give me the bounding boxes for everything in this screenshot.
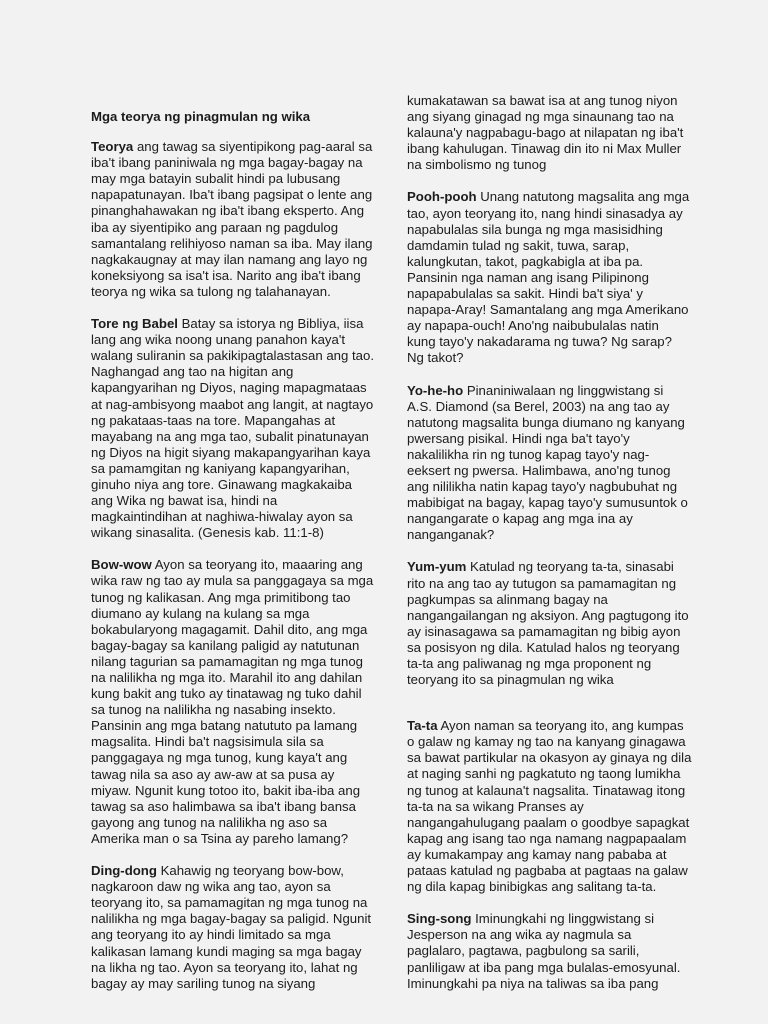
paragraph-line: tao, ayon teoryang ito, nang hindi sinasadya ay xyxy=(407,205,683,221)
paragraph-line: pagkumpas sa alinmang bagay na xyxy=(407,591,608,607)
paragraph-line: Pinaniniwalaan ng linggwistang si xyxy=(466,382,664,398)
paragraph-line: napapabulalas sa sakit. Hindi ba't siya' y xyxy=(407,286,643,302)
paragraph-line: nanganganak? xyxy=(407,527,495,543)
paragraph-line: kapag ang isang tao nga namang nagpapaalam xyxy=(407,830,687,846)
paragraph-line: Unang natutong magsalita ang mga xyxy=(480,189,690,205)
right-column xyxy=(407,93,697,1008)
paragraph-line: samantalang relihiyoso naman sa iba. May ilang xyxy=(91,235,373,251)
term-tore-ng-babel: Tore ng Babel xyxy=(91,316,178,332)
paragraph-line: bagay ay may sariling tunog na siyang xyxy=(91,975,316,991)
paragraph-line: Iminungkahi pa niya na taliwas sa iba pang xyxy=(407,975,659,991)
paragraph-line: sa tunog na nalilikha ng nasabing insekto. xyxy=(91,702,336,718)
paragraph-first-line xyxy=(407,718,697,734)
document-title: Mga teorya ng pinagmulan ng wika xyxy=(91,109,311,124)
paragraph-ding-dong xyxy=(91,863,381,992)
paragraph-line: lang ang wika noong unang panahon kaya't xyxy=(91,332,346,348)
paragraph-line: wikang sinasalita. (Genesis kab. 11:1-8) xyxy=(91,525,324,541)
paragraph-line: kung bakit ang tuko ay tinatawag ng tuko dahil xyxy=(91,686,362,702)
paragraph-line: Naghangad ang tao na higitan ang xyxy=(91,364,294,380)
paragraph-line: Iminungkahi ng linggwistang si xyxy=(475,911,655,927)
paragraph-line: kalikasan lamang kundi maging sa mga bagay xyxy=(91,943,362,959)
term-ding-dong: Ding-dong xyxy=(91,863,157,879)
paragraph-first-line xyxy=(407,559,697,575)
term-yum-yum: Yum-yum xyxy=(407,559,467,575)
paragraph-line: may mga batayin subalit hindi pa lubusang xyxy=(91,171,341,187)
paragraph-line: napabulalas sila bunga ng mga masisidhing xyxy=(407,221,663,237)
paragraph-line: pinanghahawakan ng iba't ibang eksperto. Ang xyxy=(91,203,365,219)
paragraph-line: ng tunog at kalauna't nagsalita. Tinatawag itong xyxy=(407,782,686,798)
paragraph-line: sa bawat partikular na okasyon ay ginaya ng dila xyxy=(407,750,692,766)
paragraph-line: pwersang pisikal. Hindi nga ba't tayo'y xyxy=(407,430,630,446)
paragraph-line: at naging sanhi ng pagkatuto ng taong lumikha xyxy=(407,766,681,782)
paragraph-line: ng Diyos na higit siyang makapangyarihan kaya xyxy=(91,444,371,460)
paragraph-line: tawag sa aso halimbawa sa iba't ibang bansa xyxy=(91,798,356,814)
paragraph-line: damdamin tulad ng sakit, tuwa, sarap, xyxy=(407,237,630,253)
paragraph-line: ang teoryang ito ay hindi limitado sa mga xyxy=(91,927,331,943)
paragraph-line: walang suliranin sa pakikipagtalastasan ang tao. xyxy=(91,348,374,364)
paragraph-line: kumakatawan sa bawat isa at ang tunog niyon xyxy=(407,93,678,108)
paragraph-line: gayong ang tunog na nalilikha ng aso sa xyxy=(91,814,328,830)
paragraph-line: nakalilikha rin ng tunog kapag tayo'y nag- xyxy=(407,446,650,462)
paragraph-line: sa posisyon ng dila. Katulad halos ng teoryang xyxy=(407,639,680,655)
left-column xyxy=(91,109,381,1008)
paragraph-line: A.S. Diamond (sa Berel, 2003) na ang tao ay xyxy=(407,398,670,414)
paragraph-line: mabibigat na bagay, kapag tayo'y sumusuntok o xyxy=(407,495,688,511)
paragraph-line: paglalaro, pagtawa, pagbulong sa sarili, xyxy=(407,943,640,959)
paragraph-line: iba't ibang paniniwala ng mga bagay-bagay na xyxy=(91,155,363,171)
paragraph-line: at nag-ambisyong maabot ang langit, at nagtayo xyxy=(91,396,374,412)
paragraph-line: panggagaya ng mga tunog, kung kaya't ang xyxy=(91,750,348,766)
paragraph-teorya xyxy=(91,139,381,300)
paragraph-first-line xyxy=(91,557,381,573)
paragraph-first-line xyxy=(91,316,381,332)
paragraph-line: nagkaroon daw ng wika ang tao, ayon sa xyxy=(91,879,331,895)
paragraph-line: magsalita. Hindi ba't nagsisimula sila sa xyxy=(91,734,324,750)
paragraph-line: ang tawag sa siyentipikong pag-aaral sa xyxy=(136,139,373,155)
term-ta-ta: Ta-ta xyxy=(407,718,438,734)
paragraph-line: nangangarate o kapag ang mga ina ay xyxy=(407,511,633,527)
paragraph-line: koneksiyong sa isa't isa. Narito ang iba't ibang xyxy=(91,267,361,283)
paragraph-line: wika raw ng tao ay mula sa panggagaya sa mga xyxy=(91,573,374,589)
paragraph-line: ay kumakampay ang kamay nang pababa at xyxy=(407,846,667,862)
paragraph-line: nangangahulugang paalam o goodbye sapagkat xyxy=(407,814,690,830)
term-bow-wow: Bow-wow xyxy=(91,557,152,573)
paragraph-line: nalilikha ng mga bagay-bagay sa paligid. Ngunit xyxy=(91,911,372,927)
paragraph-line: na nalilikha ng mga ito. Marahil ito ang dahilan xyxy=(91,670,363,685)
paragraph-line: diumano ay kulang na kulang sa mga xyxy=(91,605,310,621)
paragraph-line: miyaw. Ngunit kung totoo ito, bakit iba-iba ang xyxy=(91,782,361,798)
paragraph-line: kung tayo'y nakadarama ng tuwa? Ng sarap? xyxy=(407,334,672,350)
paragraph-line: Katulad ng teoryang ta-ta, sinasabi xyxy=(470,559,674,575)
paragraph-line: rito na ang tao ay tutugon sa pamamagitan ng xyxy=(407,575,677,591)
paragraph-line: magkaintindihan at naghiwa-hiwalay ayon sa xyxy=(91,509,353,525)
paragraph-line: na simbolismo ng tunog xyxy=(407,157,547,173)
paragraph-ta-ta xyxy=(407,718,697,895)
paragraph-bow-wow xyxy=(91,557,381,847)
paragraph-line: kapangyarihan ng Diyos, naging mapagmataas xyxy=(91,380,367,396)
paragraph-line: o galaw ng kamay ng tao na kanyang ginagawa xyxy=(407,734,686,750)
paragraph-line: mayabang na ang mga tao, subalit pinatunayan xyxy=(91,428,369,444)
paragraph-ding-dong-continued xyxy=(407,93,697,173)
paragraph-line: ng pakataas-taas na tore. Mapangahas at xyxy=(91,412,336,428)
paragraph-line: natutong magsalita bunga diumano ng kanyang xyxy=(407,414,685,430)
term-yo-he-ho: Yo-he-ho xyxy=(407,382,464,398)
paragraph-first-line xyxy=(91,863,381,879)
paragraph-line: Batay sa istorya ng Bibliya, iisa xyxy=(181,316,364,332)
paragraph-line: kalungkutan, takot, pagkabigla at iba pa. xyxy=(407,253,644,269)
paragraph-line: ta-ta ang paliwanag ng mga proponent ng xyxy=(407,656,652,671)
paragraph-line: Pansinin nga naman ang isang Pilipinong xyxy=(407,269,649,285)
paragraph-pooh-pooh xyxy=(407,189,697,366)
paragraph-line: Amerika man o sa Tsina ay pareho lamang? xyxy=(91,830,349,846)
paragraph-line: panliligaw at iba pang mga bulalas-emosyunal. xyxy=(407,959,681,975)
paragraph-tore-ng-babel xyxy=(91,316,381,541)
paragraph-line: ng dila kapag binibigkas ang salitang ta-ta. xyxy=(407,879,657,895)
paragraph-sing-song xyxy=(407,911,697,991)
paragraph-line: tunog ng kalikasan. Ang mga primitibong tao xyxy=(91,589,351,605)
paragraph-line: ay napapa-ouch! Ano'ng naibubulalas natin xyxy=(407,318,659,334)
paragraph-first-line xyxy=(407,189,697,205)
paragraph-yum-yum xyxy=(407,559,697,688)
paragraph-line: Ayon sa teoryang ito, maaaring ang xyxy=(154,557,363,573)
paragraph-line: napapa-Aray! Samantalang ang mga Amerikano xyxy=(407,302,689,318)
paragraph-first-line xyxy=(407,383,697,399)
paragraph-line: Ng takot? xyxy=(407,350,464,366)
paragraph-line: Jesperson na ang wika ay nagmula sa xyxy=(407,927,632,943)
paragraph-line: teorya ng wika sa tulong ng talahanayan. xyxy=(91,283,331,299)
paragraph-line: ta-ta na sa wikang Pranses ay xyxy=(407,798,584,814)
paragraph-line: kalauna'y nagpabagu-bago at nilapatan ng iba't xyxy=(407,125,684,141)
paragraph-line: ibang kahulugan. Tinawag din ito ni Max Muller xyxy=(407,141,682,157)
paragraph-line: ang Wika ng bawat isa, hindi na xyxy=(91,493,278,509)
paragraph-line: ginuho niya ang tore. Ginawang magkakaiba xyxy=(91,476,352,492)
paragraph-yo-he-ho xyxy=(407,383,697,544)
paragraph-line: nilang tagurian sa pamamagitan ng mga tunog xyxy=(91,653,363,669)
paragraph-first-line xyxy=(407,911,697,927)
paragraph-line: teoryang ito, sa pamamagitan ng mga tunog na xyxy=(91,895,368,911)
paragraph-line: teoryang ito sa pinagmulan ng wika xyxy=(407,672,614,688)
paragraph-line: Kahawig ng teoryang bow-bow, xyxy=(160,863,344,879)
paragraph-line: napapatunayan. Iba't ibang pagsipat o lente ang xyxy=(91,187,373,203)
paragraph-line: ang nililikha natin kapag tayo'y nagbubuhat ng xyxy=(407,479,678,495)
term-pooh-pooh: Pooh-pooh xyxy=(407,189,477,205)
paragraph-line: ang siyang ginagad ng mga sinaunang tao na xyxy=(407,109,674,125)
paragraph-line: nangangailangan ng aksiyon. Ang pagtugong ito xyxy=(407,607,689,623)
paragraph-line: sa pamamgitan ng kaniyang kapangyarihan, xyxy=(91,460,350,476)
paragraph-line: bagay-bagay sa kanilang paligid ay natutunan xyxy=(91,637,360,653)
paragraph-line: iba ay siyentipiko ang paraan ng pagdulog xyxy=(91,219,339,235)
paragraph-line: Ayon naman sa teoryang ito, ang kumpas xyxy=(440,718,684,734)
paragraph-line: ay isinasagawa sa pamamagitan ng bibig ayon xyxy=(407,623,681,639)
paragraph-line: nagkakaugnay at may ilan namang ang layo ng xyxy=(91,251,368,267)
paragraph-line: bokabularyong magagamit. Dahil dito, ang mga xyxy=(91,621,368,637)
paragraph-line: eeksert ng pwersa. Halimbawa, ano'ng tunog xyxy=(407,462,671,478)
term-sing-song: Sing-song xyxy=(407,911,472,927)
term-teorya: Teorya xyxy=(91,139,134,155)
paragraph-first-line xyxy=(91,139,381,155)
paragraph-line: na likha ng tao. Ayon sa teoryang ito, lahat ng xyxy=(91,959,358,975)
paragraph-line: Pansinin ang mga batang natututo pa lamang xyxy=(91,718,358,734)
paragraph-line: tawag nila sa aso ay aw-aw at sa pusa ay xyxy=(91,766,335,782)
paragraph-line: pataas katulad ng pagbaba at pagtaas na galaw xyxy=(407,863,688,879)
